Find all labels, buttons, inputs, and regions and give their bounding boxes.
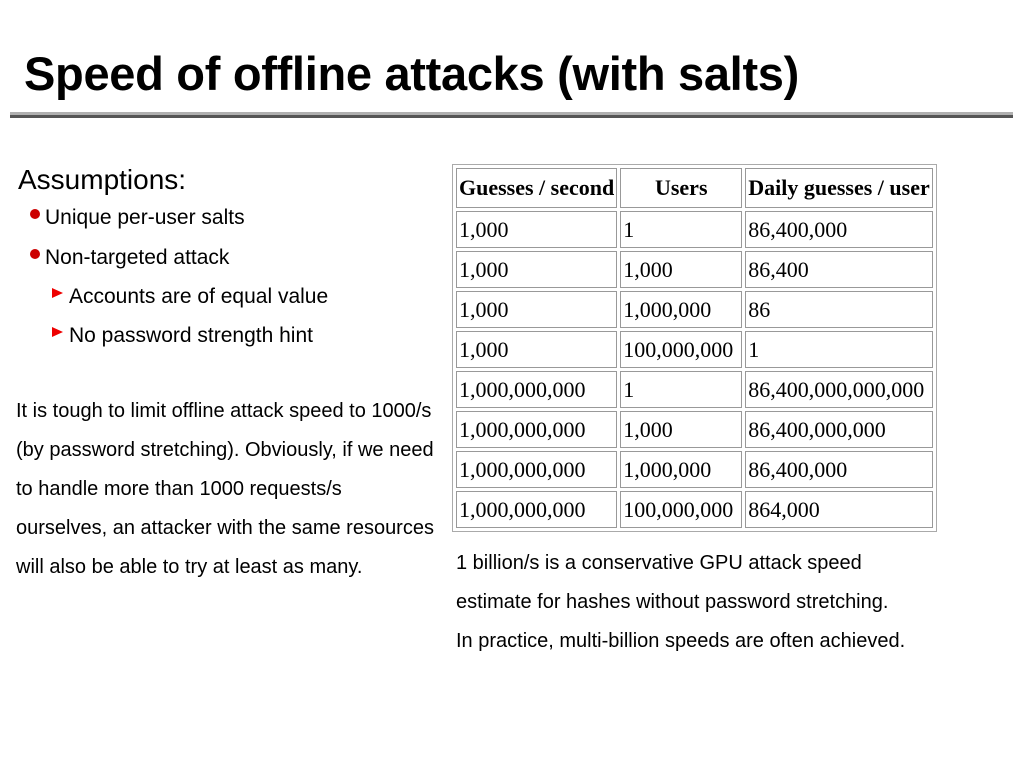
explanation-paragraph: It is tough to limit offline attack speed to 1000/s (by password stretching). Obviously, if we need to handle more than 1000 requests/s ourselves, an attacker with the same resources will also be able to try at least as many. (16, 400, 434, 578)
bullet-text: Accounts are of equal value (69, 285, 329, 308)
table-header-row (456, 168, 933, 208)
table-cell: 86,400,000,000,000 (745, 371, 933, 408)
attack-speed-table (452, 164, 937, 532)
bullet-item (30, 206, 245, 230)
table-cell: 1 (620, 371, 742, 408)
column-header: Daily guesses / user (745, 168, 933, 208)
table-cell: 1,000,000,000 (456, 411, 617, 448)
bullet-item (30, 246, 229, 270)
triangle-bullet-icon (52, 327, 63, 337)
table-cell: 1,000,000,000 (456, 491, 617, 528)
table-row (456, 451, 933, 488)
table-cell: 100,000,000 (620, 331, 742, 368)
table-cell: 1,000 (456, 331, 617, 368)
bullet-text: Non-targeted attack (45, 246, 230, 269)
table-row (456, 491, 933, 528)
sub-bullet-item (52, 324, 313, 348)
table-cell: 86,400,000,000 (745, 411, 933, 448)
table-cell: 1,000 (620, 411, 742, 448)
table-cell: 864,000 (745, 491, 933, 528)
slide-title: Speed of offline attacks (with salts) (24, 47, 799, 100)
table-cell: 1,000 (456, 291, 617, 328)
table-cell: 86 (745, 291, 933, 328)
table-cell: 86,400,000 (745, 451, 933, 488)
table-cell: 100,000,000 (620, 491, 742, 528)
table-cell: 1,000,000,000 (456, 371, 617, 408)
table-cell: 1,000 (620, 251, 742, 288)
table-row (456, 371, 933, 408)
table-row (456, 411, 933, 448)
table-cell: 1,000,000 (620, 451, 742, 488)
column-header: Users (620, 168, 742, 208)
bullet-text: Unique per-user salts (45, 206, 245, 229)
table-row (456, 331, 933, 368)
sub-bullet-item (52, 285, 328, 309)
gpu-note (456, 544, 905, 661)
title-divider (10, 112, 1013, 118)
bullet-dot-icon (30, 249, 40, 259)
column-header: Guesses / second (456, 168, 617, 208)
table-row (456, 291, 933, 328)
table-row (456, 251, 933, 288)
table-cell: 1 (620, 211, 742, 248)
bullet-dot-icon (30, 209, 40, 219)
note-line: estimate for hashes without password stretching. (456, 591, 889, 613)
table-cell: 1,000,000,000 (456, 451, 617, 488)
table-row (456, 211, 933, 248)
table-cell: 1,000,000 (620, 291, 742, 328)
triangle-bullet-icon (52, 288, 63, 298)
table-cell: 1,000 (456, 251, 617, 288)
note-line: In practice, multi-billion speeds are often achieved. (456, 630, 906, 652)
table-cell: 86,400 (745, 251, 933, 288)
table-cell: 1 (745, 331, 933, 368)
assumptions-heading: Assumptions: (18, 164, 187, 195)
note-line: 1 billion/s is a conservative GPU attack speed (456, 552, 862, 574)
table-cell: 1,000 (456, 211, 617, 248)
table-cell: 86,400,000 (745, 211, 933, 248)
bullet-text: No password strength hint (69, 324, 313, 347)
